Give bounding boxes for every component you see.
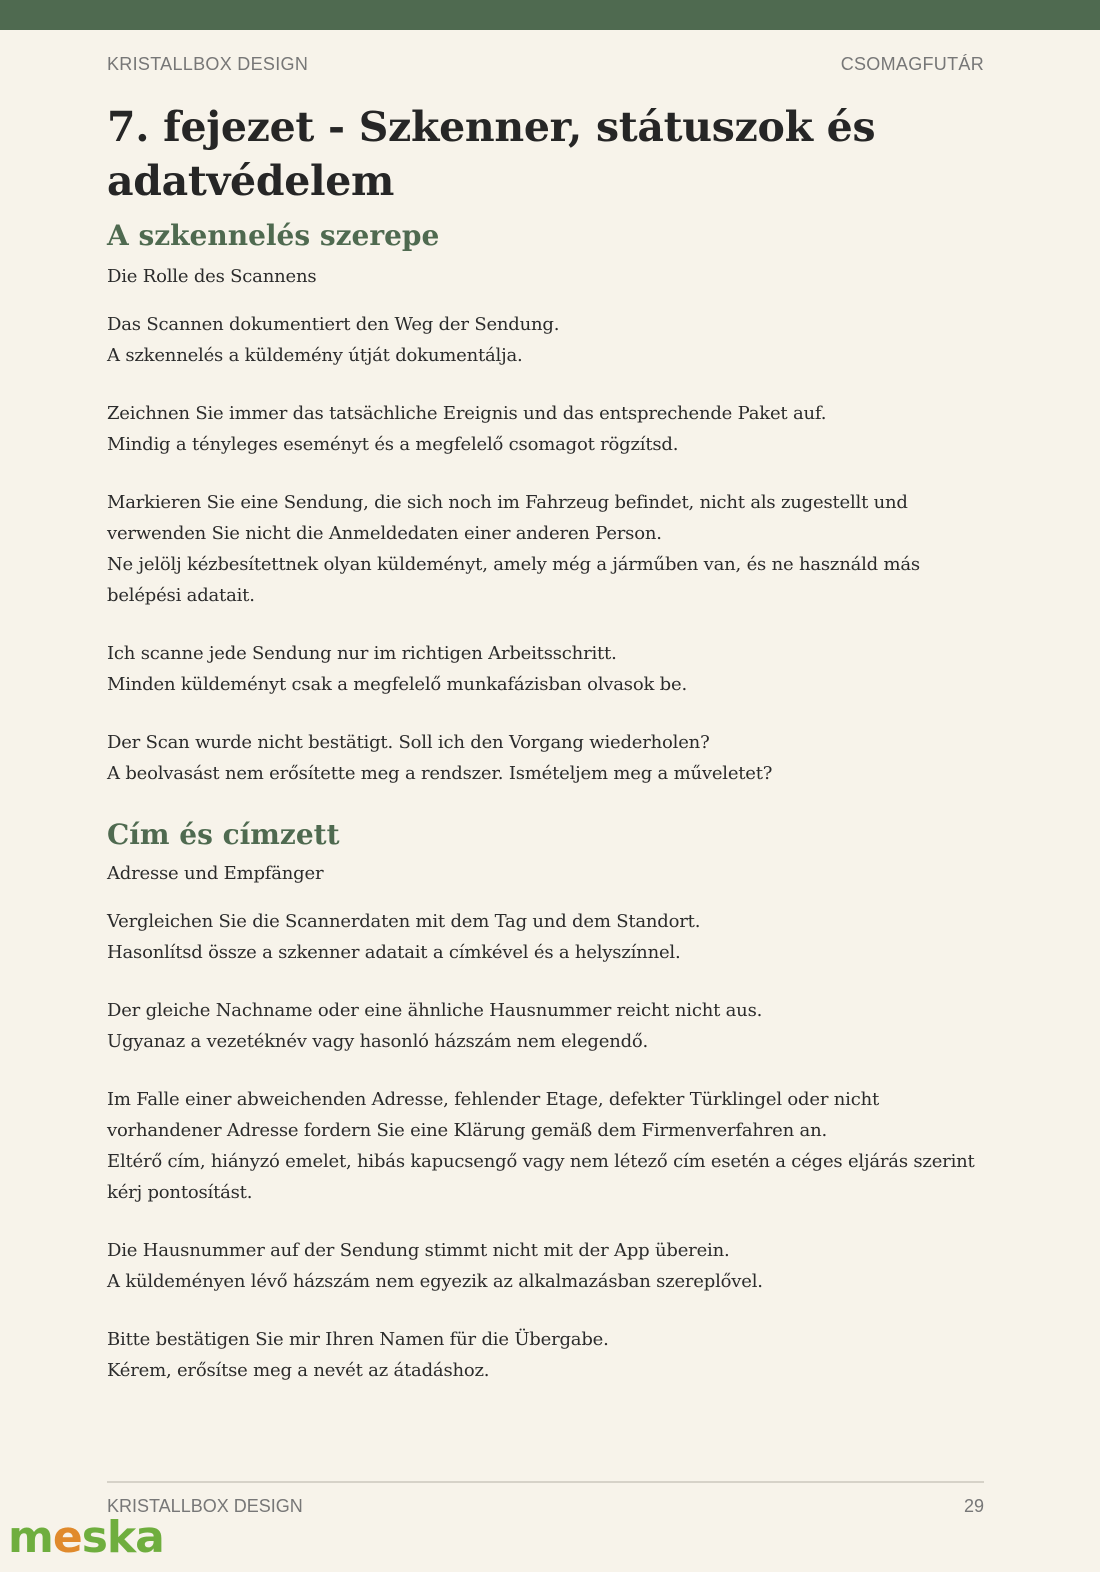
section-subtitle: Adresse und Empfänger	[107, 863, 324, 884]
german-text: Ich scanne jede Sendung nur im richtigen Arbeitsschritt.	[107, 643, 617, 664]
page-content	[107, 100, 984, 1386]
german-text: Im Falle einer abweichenden Adresse, fehlender Etage, defekter Türklingel oder nicht vorhandener Adresse fordern Sie eine Klärung gemäß dem Firmenverfahren an.	[107, 1089, 880, 1141]
german-text: Zeichnen Sie immer das tatsächliche Ereignis und das entsprechende Paket auf.	[107, 403, 827, 424]
section-heading: A szkennelés szerepe	[107, 219, 440, 252]
meska-logo: meska	[8, 1512, 164, 1563]
page-footer	[107, 1496, 984, 1517]
footer-brand: KRISTALLBOX DESIGN	[107, 1496, 303, 1516]
bilingual-paragraph	[107, 906, 984, 968]
hungarian-text: Ne jelölj kézbesítettnek olyan küldeményt, amely még a járműben van, és ne használd más belépési adatait.	[107, 554, 920, 606]
hungarian-text: A beolvasást nem erősítette meg a rendszer. Ismételjem meg a műveletet?	[107, 763, 773, 784]
section-subtitle: Die Rolle des Scannens	[107, 266, 317, 287]
german-text: Der Scan wurde nicht bestätigt. Soll ich den Vorgang wiederholen?	[107, 732, 710, 753]
german-text: Die Hausnummer auf der Sendung stimmt nicht mit der App überein.	[107, 1240, 730, 1261]
bilingual-paragraph	[107, 1235, 984, 1297]
german-text: Bitte bestätigen Sie mir Ihren Namen für die Übergabe.	[107, 1329, 609, 1350]
page-header	[107, 54, 984, 75]
bilingual-paragraph	[107, 398, 984, 460]
bilingual-paragraph	[107, 1324, 984, 1386]
hungarian-text: Minden küldeményt csak a megfelelő munkafázisban olvasok be.	[107, 674, 687, 695]
hungarian-text: Mindig a tényleges eseményt és a megfelelő csomagot rögzítsd.	[107, 434, 679, 455]
german-text: Vergleichen Sie die Scannerdaten mit dem Tag und dem Standort.	[107, 911, 701, 932]
hungarian-text: Eltérő cím, hiányzó emelet, hibás kapucsengő vagy nem létező cím esetén a céges eljárás szerint kérj pontosítást.	[107, 1151, 975, 1203]
hungarian-text: Hasonlítsd össze a szkenner adatait a címkével és a helyszínnel.	[107, 942, 681, 963]
bilingual-paragraph	[107, 995, 984, 1057]
header-brand: KRISTALLBOX DESIGN	[107, 54, 309, 74]
bilingual-paragraph	[107, 727, 984, 789]
hungarian-text: A küldeményen lévő házszám nem egyezik az alkalmazásban szereplővel.	[107, 1271, 763, 1292]
bilingual-paragraph	[107, 309, 984, 371]
hungarian-text: Kérem, erősítse meg a nevét az átadáshoz.	[107, 1360, 490, 1381]
german-text: Das Scannen dokumentiert den Weg der Sendung.	[107, 314, 560, 335]
hungarian-text: A szkennelés a küldemény útját dokumentálja.	[107, 345, 523, 366]
bilingual-paragraph	[107, 487, 984, 611]
section-heading: Cím és címzett	[107, 818, 340, 851]
bilingual-paragraph	[107, 1084, 984, 1208]
german-text: Markieren Sie eine Sendung, die sich noch im Fahrzeug befindet, nicht als zugestellt und verwenden Sie nicht die Anmeldedaten einer anderen Person.	[107, 492, 908, 544]
chapter-title: 7. fejezet - Szkenner, státuszok és adatvédelem	[107, 103, 876, 205]
top-color-bar	[0, 0, 1100, 30]
page-number: 29	[963, 1496, 984, 1516]
bilingual-paragraph	[107, 638, 984, 700]
header-section: CSOMAGFUTÁR	[840, 54, 984, 74]
german-text: Der gleiche Nachname oder eine ähnliche Hausnummer reicht nicht aus.	[107, 1000, 763, 1021]
hungarian-text: Ugyanaz a vezetéknév vagy hasonló házszám nem elegendő.	[107, 1031, 649, 1052]
footer-divider	[107, 1481, 984, 1483]
